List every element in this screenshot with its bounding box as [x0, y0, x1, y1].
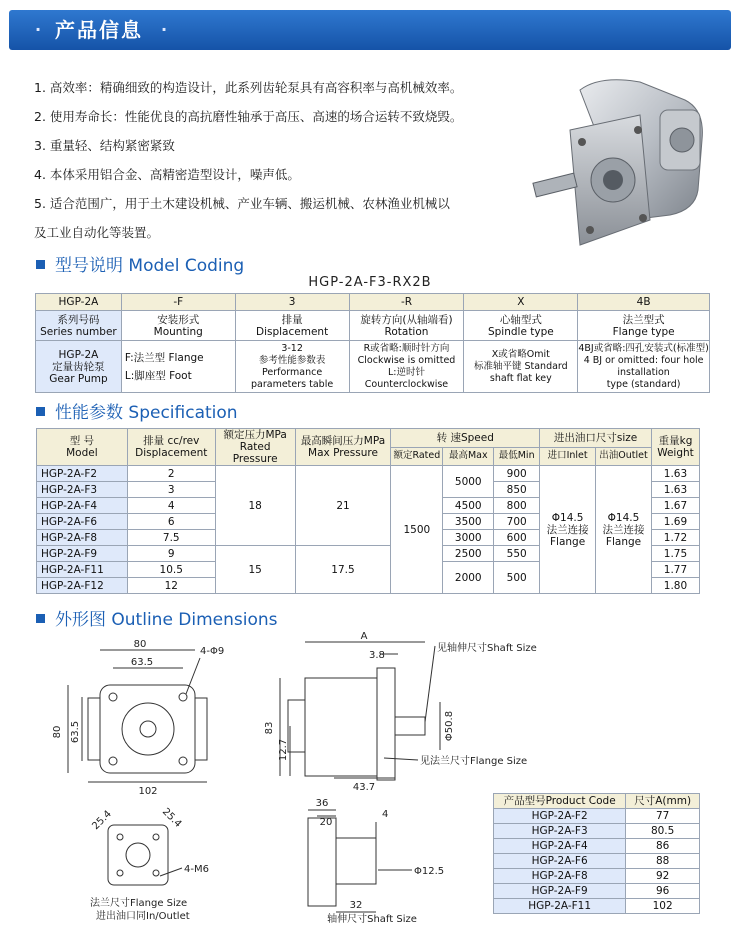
min-speed-cell: 500 — [494, 562, 540, 594]
leader-line — [425, 646, 435, 722]
dim-label: 3.8 — [369, 650, 385, 661]
rated-pressure-cell: 18 — [215, 466, 295, 546]
leader-line — [384, 758, 418, 760]
max-speed-cell: 5000 — [443, 466, 494, 498]
size-a-cell: 102 — [626, 899, 700, 914]
product-code-cell: HGP-2A-F11 — [494, 899, 626, 914]
bolt-hole — [179, 757, 187, 765]
bolt-hole — [109, 693, 117, 701]
header-rated-pressure: 额定压力MPa Rated Pressure — [215, 429, 295, 466]
dim-label: 32 — [349, 900, 363, 911]
weight-cell: 1.63 — [651, 466, 699, 482]
desc-cell: X或省略Omit 标准轴平键 Standard shaft flat key — [464, 341, 578, 393]
code-cell: HGP-2A — [36, 294, 122, 311]
max-speed-cell: 3000 — [443, 530, 494, 546]
model-cell: HGP-2A-F4 — [37, 498, 128, 514]
name-cell: 法兰型式 Flange type — [578, 311, 710, 341]
disp-cell: 6 — [127, 514, 215, 530]
weight-cell: 1.75 — [651, 546, 699, 562]
desc-cell: HGP-2A 定量齿轮泵 Gear Pump — [36, 341, 122, 393]
product-code-cell: HGP-2A-F6 — [494, 854, 626, 869]
product-code-cell: HGP-2A-F9 — [494, 884, 626, 899]
header-speed: 转 速Speed — [391, 429, 540, 448]
banner-title: 产品信息 — [55, 18, 143, 42]
port-thread — [153, 870, 159, 876]
size-a-cell: 77 — [626, 809, 700, 824]
min-speed-cell: 900 — [494, 466, 540, 482]
port-hole — [126, 843, 150, 867]
port-thread — [117, 870, 123, 876]
header-product-code: 产品型号Product Code — [494, 794, 626, 809]
code-cell: X — [464, 294, 578, 311]
header-displacement: 排量 cc/rev Displacement — [127, 429, 215, 466]
side-shaft — [395, 717, 425, 735]
port-flange — [108, 825, 168, 885]
inlet-cell: Φ14.5 法兰连接 Flange — [540, 466, 596, 594]
header-size-a: 尺寸A(mm) — [626, 794, 700, 809]
flange-side-boss — [88, 698, 100, 760]
flange-outline — [100, 685, 195, 773]
weight-cell: 1.72 — [651, 530, 699, 546]
bolt-hole — [109, 757, 117, 765]
port-caption: 法兰尺寸Flange Size — [90, 898, 188, 909]
side-body — [305, 678, 377, 776]
weight-cell: 1.67 — [651, 498, 699, 514]
model-cell: HGP-2A-F8 — [37, 530, 128, 546]
model-coding-heading: 型号说明 Model Coding — [36, 256, 244, 276]
desc-cell: F:法兰型 Flange L:脚座型 Foot — [121, 341, 235, 393]
weight-cell: 1.63 — [651, 482, 699, 498]
dim-label: 4-M6 — [184, 864, 209, 875]
rated-speed-cell: 1500 — [391, 466, 443, 594]
banner-dot-left: · — [35, 20, 42, 39]
side-flange — [377, 668, 395, 780]
code-cell: 3 — [235, 294, 349, 311]
feature-4: 4. 本体采用铝合金、高精密造型设计，噪声低。 — [34, 167, 300, 182]
section-square-icon — [36, 614, 45, 623]
port-caption: 进出油口同In/Outlet — [96, 911, 190, 922]
dim-label: 见法兰尺寸Flange Size — [420, 756, 528, 767]
max-speed-cell: 2000 — [443, 562, 494, 594]
min-speed-cell: 850 — [494, 482, 540, 498]
desc-cell: 3-12 参考性能参数表 Performance parameters table — [235, 341, 349, 393]
code-cell: -F — [121, 294, 235, 311]
leader-line — [160, 868, 182, 876]
header-port-size: 进出油口尺寸size — [540, 429, 652, 448]
header-model: 型 号 Model — [37, 429, 128, 466]
bolt-hole — [179, 693, 187, 701]
model-cell: HGP-2A-F6 — [37, 514, 128, 530]
disp-cell: 7.5 — [127, 530, 215, 546]
min-speed-cell: 600 — [494, 530, 540, 546]
feature-3: 3. 重量轻、结构紧密紧致 — [34, 138, 175, 153]
header-outlet: 出油Outlet — [596, 447, 652, 466]
dim-label: 36 — [315, 798, 329, 809]
product-code-cell: HGP-2A-F2 — [494, 809, 626, 824]
size-a-cell: 88 — [626, 854, 700, 869]
product-code-cell: HGP-2A-F8 — [494, 869, 626, 884]
header-inlet: 进口Inlet — [540, 447, 596, 466]
product-code-cell: HGP-2A-F3 — [494, 824, 626, 839]
min-speed-cell: 550 — [494, 546, 540, 562]
dim-label: 43.7 — [352, 782, 376, 793]
model-coding-table — [35, 293, 710, 393]
name-cell: 安装形式 Mounting — [121, 311, 235, 341]
outline-heading: 外形图 Outline Dimensions — [36, 610, 278, 630]
feature-5-cont: 及工业自动化等装置。 — [34, 225, 160, 240]
name-cell: 心轴型式 Spindle type — [464, 311, 578, 341]
dim-label: 63.5 — [70, 720, 81, 744]
dim-label: 12.7 — [278, 738, 289, 762]
code-cell: -R — [349, 294, 464, 311]
model-cell: HGP-2A-F11 — [37, 562, 128, 578]
max-pressure-cell: 21 — [295, 466, 391, 546]
size-a-cell: 86 — [626, 839, 700, 854]
header-speed-rated: 额定Rated — [391, 447, 443, 466]
name-cell: 旋转方向(从轴端看) Rotation — [349, 311, 464, 341]
feature-2: 2. 使用寿命长：性能优良的高抗磨性轴承于高压、高速的场合运转不致烧毁。 — [34, 109, 463, 124]
dim-label: 见轴伸尺寸Shaft Size — [437, 643, 537, 654]
weight-cell: 1.80 — [651, 578, 699, 594]
feature-5: 5. 适合范围广，用于土木建设机械、产业车辆、搬运机械、农林渔业机械以 — [34, 196, 450, 211]
disp-cell: 12 — [127, 578, 215, 594]
dim-label: 25.4 — [90, 808, 114, 833]
model-cell: HGP-2A-F2 — [37, 466, 128, 482]
port-thread — [153, 834, 159, 840]
size-a-cell: 80.5 — [626, 824, 700, 839]
dim-label: 25.4 — [159, 806, 184, 830]
dim-label: 63.5 — [130, 657, 154, 668]
code-cell: 4B — [578, 294, 710, 311]
size-a-cell: 96 — [626, 884, 700, 899]
flange-spigot — [122, 703, 174, 755]
max-speed-cell: 2500 — [443, 546, 494, 562]
flange-shaft — [140, 721, 156, 737]
disp-cell: 2 — [127, 466, 215, 482]
product-code-cell: HGP-2A-F4 — [494, 839, 626, 854]
size-a-cell: 92 — [626, 869, 700, 884]
weight-cell: 1.69 — [651, 514, 699, 530]
dim-label: 80 — [52, 725, 63, 739]
model-cell: HGP-2A-F9 — [37, 546, 128, 562]
disp-cell: 3 — [127, 482, 215, 498]
dim-label: 20 — [319, 817, 333, 828]
max-speed-cell: 4500 — [443, 498, 494, 514]
dim-label: 102 — [138, 786, 158, 797]
banner-dot-right: · — [161, 20, 168, 39]
disp-cell: 4 — [127, 498, 215, 514]
desc-cell: 4BJ或省略:四孔安装式(标准型) 4 BJ or omitted: four hole installation type (standard) — [578, 341, 710, 393]
rated-pressure-cell: 15 — [215, 546, 295, 594]
name-cell: 排量 Displacement — [235, 311, 349, 341]
section-square-icon — [36, 260, 45, 269]
model-cell: HGP-2A-F12 — [37, 578, 128, 594]
disp-cell: 10.5 — [127, 562, 215, 578]
spec-heading: 性能参数 Specification — [36, 403, 238, 423]
feature-1: 1. 高效率：精确细致的构造设计，此系列齿轮泵具有高容积率与高机械效率。 — [34, 80, 463, 95]
banner — [0, 0, 740, 70]
model-code-example: HGP-2A-F3-RX2B — [308, 275, 432, 290]
dim-label: 83 — [264, 721, 275, 735]
dim-label: 80 — [133, 639, 147, 650]
dim-label: Φ12.5 — [414, 866, 445, 877]
spec-table — [36, 428, 700, 594]
dim-label: 4 — [382, 809, 389, 820]
shaft-body — [308, 818, 336, 906]
side-cover — [288, 700, 305, 752]
dim-label: A — [360, 631, 368, 642]
port-thread — [117, 834, 123, 840]
dim-label: 4-Φ9 — [200, 646, 225, 657]
header-speed-min: 最低Min — [494, 447, 540, 466]
min-speed-cell: 700 — [494, 514, 540, 530]
dimension-table — [493, 793, 700, 914]
disp-cell: 9 — [127, 546, 215, 562]
model-cell: HGP-2A-F3 — [37, 482, 128, 498]
max-speed-cell: 3500 — [443, 514, 494, 530]
header-weight: 重量kg Weight — [651, 429, 699, 466]
gear-pump-image — [510, 70, 710, 255]
min-speed-cell: 800 — [494, 498, 540, 514]
outlet-cell: Φ14.5 法兰连接 Flange — [596, 466, 652, 594]
shaft-caption: 轴伸尺寸Shaft Size — [327, 914, 417, 925]
header-max-pressure: 最高瞬间压力MPa Max Pressure — [295, 429, 391, 466]
max-pressure-cell: 17.5 — [295, 546, 391, 594]
weight-cell: 1.77 — [651, 562, 699, 578]
banner-bar — [9, 10, 731, 50]
section-square-icon — [36, 407, 45, 416]
name-cell: 系列号码 Series number — [36, 311, 122, 341]
shaft-end — [336, 838, 376, 884]
dim-label: Φ50.8 — [444, 710, 455, 742]
desc-cell: R或省略:顺时针方向 Clockwise is omitted L:逆时针 Counterclockwise — [349, 341, 464, 393]
header-speed-max: 最高Max — [443, 447, 494, 466]
flange-side-boss — [195, 698, 207, 760]
